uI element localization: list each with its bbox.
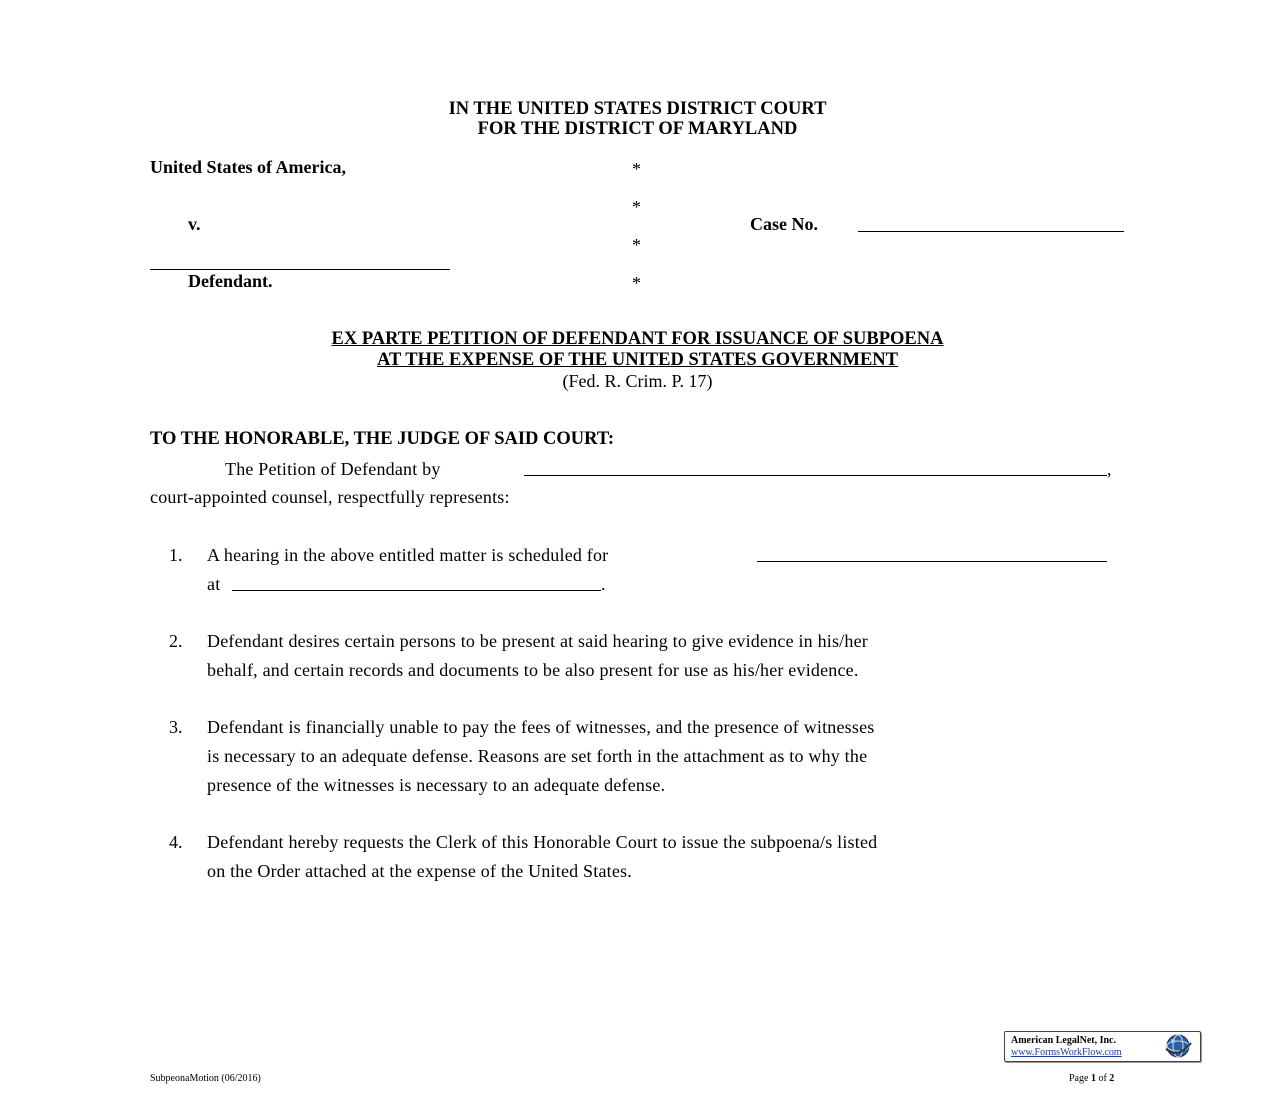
hearing-date-field[interactable]	[757, 561, 1107, 562]
page-total: 2	[1109, 1073, 1115, 1084]
page-current: 1	[1090, 1073, 1096, 1084]
plaintiff-name: United States of America,	[150, 157, 346, 177]
intro-lead: The Petition of Defendant by	[225, 459, 441, 479]
caption-star: *	[632, 159, 641, 179]
case-number-field[interactable]	[858, 231, 1124, 232]
item-number: 2.	[169, 631, 183, 651]
item-1-line1: A hearing in the above entitled matter is scheduled for	[207, 545, 609, 565]
caption-star: *	[632, 197, 641, 217]
case-number-label: Case No.	[750, 214, 818, 234]
legalnet-logo[interactable]	[1004, 1031, 1201, 1062]
defendant-label: Defendant.	[188, 271, 273, 291]
item-3-line2: is necessary to an adequate defense. Reasons are set forth in the attachment as to why the	[207, 746, 868, 766]
item-number: 1.	[169, 545, 183, 565]
item-4-line2: on the Order attached at the expense of the United States.	[207, 861, 632, 881]
counsel-name-field[interactable]	[524, 475, 1107, 476]
court-name: IN THE UNITED STATES DISTRICT COURT	[448, 99, 827, 119]
item-1-period: .	[601, 574, 606, 594]
document-title-line1: EX PARTE PETITION OF DEFENDANT FOR ISSUANCE OF SUBPOENA	[331, 329, 944, 349]
page-indicator	[1069, 1073, 1114, 1084]
item-number: 4.	[169, 832, 183, 852]
caption-star: *	[632, 273, 641, 293]
document-title-line2: AT THE EXPENSE OF THE UNITED STATES GOVERNMENT	[376, 350, 899, 370]
form-identifier: SubpeonaMotion (06/2016)	[150, 1073, 261, 1084]
intro-comma: ,	[1107, 459, 1112, 479]
item-3-line3: presence of the witnesses is necessary to an adequate defense.	[207, 775, 666, 795]
item-2-line1: Defendant desires certain persons to be present at said hearing to give evidence in his/her	[207, 631, 868, 651]
item-3-line1: Defendant is financially unable to pay the fees of witnesses, and the presence of witnesses	[207, 717, 875, 737]
versus-label: v.	[188, 214, 201, 234]
page-prefix: Page	[1069, 1073, 1089, 1084]
hearing-time-field[interactable]	[232, 590, 601, 591]
logo-url-link[interactable]: www.FormsWorkFlow.com	[1011, 1047, 1122, 1058]
court-district: FOR THE DISTRICT OF MARYLAND	[477, 119, 798, 139]
judge-address: TO THE HONORABLE, THE JUDGE OF SAID COURT:	[150, 429, 614, 449]
item-number: 3.	[169, 717, 183, 737]
rule-citation: (Fed. R. Crim. P. 17)	[562, 371, 713, 391]
defendant-name-line[interactable]	[150, 269, 450, 270]
page-of: of	[1098, 1073, 1107, 1084]
item-2-line2: behalf, and certain records and documents to be also present for use as his/her evidence.	[207, 660, 859, 680]
globe-icon	[1163, 1033, 1193, 1059]
caption-star: *	[632, 235, 641, 255]
logo-company: American LegalNet, Inc.	[1011, 1035, 1116, 1046]
intro-line2: court-appointed counsel, respectfully represents:	[150, 487, 510, 507]
item-1-at: at	[207, 574, 221, 594]
item-4-line1: Defendant hereby requests the Clerk of this Honorable Court to issue the subpoena/s listed	[207, 832, 878, 852]
